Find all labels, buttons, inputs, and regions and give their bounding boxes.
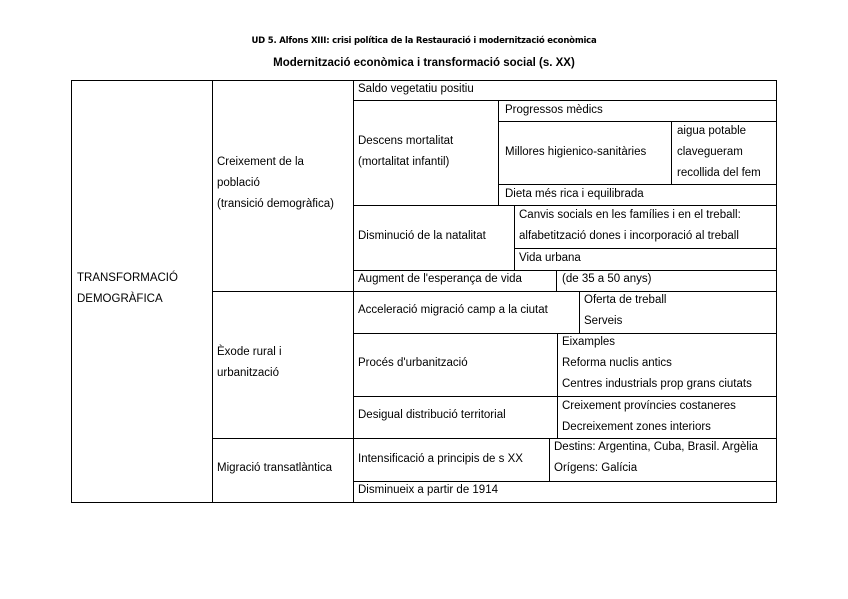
destinations-line: Destins: Argentina, Cuba, Brasil. Argèlia (554, 441, 758, 453)
urbanization-item: Eixamples (562, 336, 616, 348)
unit-header: UD 5. Alfons XIII: crisi política de la Restauració i modernització econòmica (251, 36, 597, 46)
distribution-item: Creixement províncies costaneres (562, 400, 736, 412)
distribution-cell: Desigual distribució territorial (358, 409, 506, 421)
hygiene-cell: Millores higienico-sanitàries (505, 146, 647, 158)
mortality-label-line-2: (mortalitat infantil) (358, 156, 450, 168)
hygiene-items (677, 121, 761, 184)
urban-life-cell: Vida urbana (519, 252, 581, 264)
medical-cell: Progressos mèdics (505, 104, 603, 116)
distribution-item: Decreixement zones interiors (562, 421, 711, 433)
migration-items (584, 290, 666, 332)
urbanization-items (562, 332, 752, 395)
intensification-cell: Intensificació a principis de s XX (358, 453, 523, 465)
urbanization-item: Reforma nuclis antics (562, 357, 672, 369)
migration-cell: Acceleració migració camp a la ciutat (358, 304, 548, 316)
intensification-items (554, 437, 758, 479)
migration-item: Serveis (584, 315, 623, 327)
exodus-label-line-1: Èxode rural i (217, 346, 282, 358)
urbanization-item: Centres industrials prop grans ciutats (562, 378, 752, 390)
growth-label (217, 152, 334, 215)
saldo-cell: Saldo vegetatiu positiu (358, 83, 474, 95)
natality-label: Disminució de la natalitat (358, 230, 486, 242)
hygiene-item: clavegueram (677, 146, 743, 158)
life-expectancy-cell: Augment de l'esperança de vida (358, 273, 522, 285)
distribution-items (562, 396, 736, 438)
page-title: Modernització econòmica i transformació social (s. XX) (273, 57, 575, 69)
natality-changes (519, 205, 741, 247)
exodus-label-line-2: urbanització (217, 367, 280, 379)
diet-cell: Dieta més rica i equilibrada (505, 188, 644, 200)
migration-item: Oferta de treball (584, 294, 667, 306)
mortality-label (358, 131, 453, 173)
origins-line: Orígens: Galícia (554, 462, 638, 474)
natality-change-line: Canvis socials en les famílies i en el treball: (519, 209, 741, 221)
growth-label-line-1: Creixement de la (217, 156, 304, 168)
main-category (77, 268, 178, 310)
transatlantic-label: Migració transatlàntica (217, 462, 333, 474)
main-category-line-1: TRANSFORMACIÓ (77, 272, 178, 284)
growth-label-line-3: (transició demogràfica) (217, 198, 334, 210)
hygiene-item: recollida del fem (677, 167, 761, 179)
hygiene-item: aigua potable (677, 125, 747, 137)
natality-change-line: alfabetització dones i incorporació al treball (519, 230, 739, 242)
mortality-label-line-1: Descens mortalitat (358, 135, 454, 147)
growth-label-line-2: població (217, 177, 260, 189)
decrease-cell: Disminueix a partir de 1914 (358, 484, 498, 496)
urbanization-cell: Procés d'urbanització (358, 357, 468, 369)
exodus-label (217, 342, 282, 384)
life-range-cell: (de 35 a 50 anys) (562, 273, 652, 285)
main-category-line-2: DEMOGRÀFICA (77, 293, 163, 305)
